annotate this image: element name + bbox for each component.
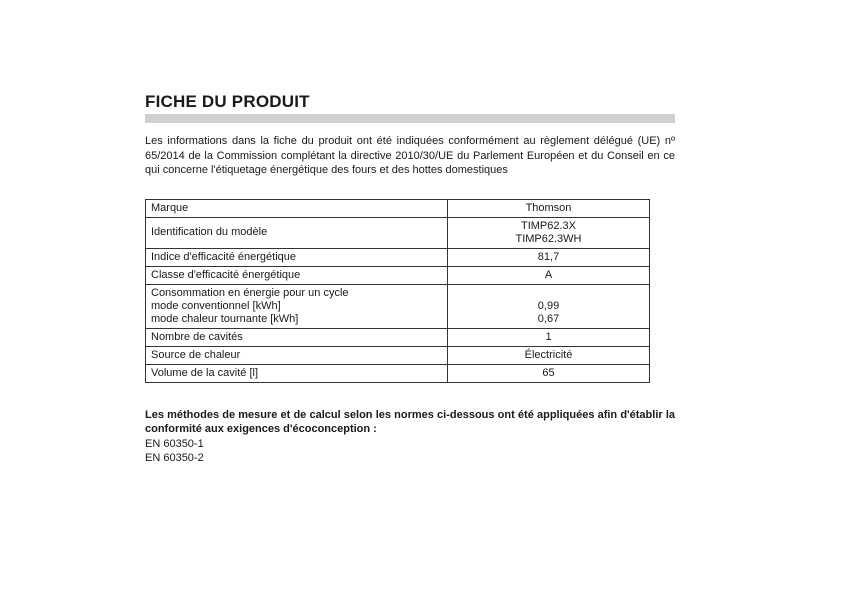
page-title: FICHE DU PRODUIT [145,92,310,111]
table-row-consumption [146,284,650,328]
table-row-cavities [146,328,650,346]
title-underline-bar [145,114,675,123]
model-value-2: TIMP62.3WH [515,232,582,245]
efficiency-index-value: 81,7 [448,248,650,266]
consumption-value-cell [448,284,650,328]
heat-source-value: Électricité [448,346,650,364]
table-row-brand [146,199,650,217]
heat-source-label: Source de chaleur [146,346,448,364]
cavities-label: Nombre de cavités [146,328,448,346]
fan-value: 0,67 [537,312,560,325]
product-spec-table [145,199,650,383]
cavities-value: 1 [448,328,650,346]
consumption-label: Consommation en énergie pour un cycle [151,286,349,299]
norm-item: EN 60350-1 [145,437,204,450]
model-value-1: TIMP62.3X [520,219,577,232]
table-row-heat-source [146,346,650,364]
methods-paragraph: Les méthodes de mesure et de calcul selon les normes ci-dessous ont été appliquées afin d'établir la conformité aux exigences d'écoconception : [145,408,675,435]
table-row-efficiency-index [146,248,650,266]
volume-value: 65 [448,364,650,382]
fan-label: mode chaleur tournante [kWh] [151,312,299,325]
efficiency-class-label: Classe d'efficacité énergétique [146,266,448,284]
table-row-model [146,217,650,248]
conventional-value: 0,99 [537,299,560,312]
norms-list [145,437,675,466]
table-row-volume [146,364,650,382]
brand-label: Marque [146,199,448,217]
efficiency-index-label: Indice d'efficacité énergétique [146,248,448,266]
norm-item: EN 60350-2 [145,452,204,464]
intro-paragraph: Les informations dans la fiche du produit ont été indiquées conformément au règlement délégué (UE) nº 65/2014 de la Commission complétant la directive 2010/30/UE du Parlement Européen et du Conseil en ce qui concerne l'étiquetage énergétique des fours et des hottes domestiques [145,135,675,176]
consumption-label-cell [146,284,448,328]
volume-label: Volume de la cavité [l] [146,364,448,382]
efficiency-class-value: A [448,266,650,284]
product-sheet [145,92,675,466]
brand-value: Thomson [448,199,650,217]
conventional-label: mode conventionnel [kWh] [151,299,281,312]
model-label: Identification du modèle [146,217,448,248]
model-value-cell [448,217,650,248]
table-row-efficiency-class [146,266,650,284]
